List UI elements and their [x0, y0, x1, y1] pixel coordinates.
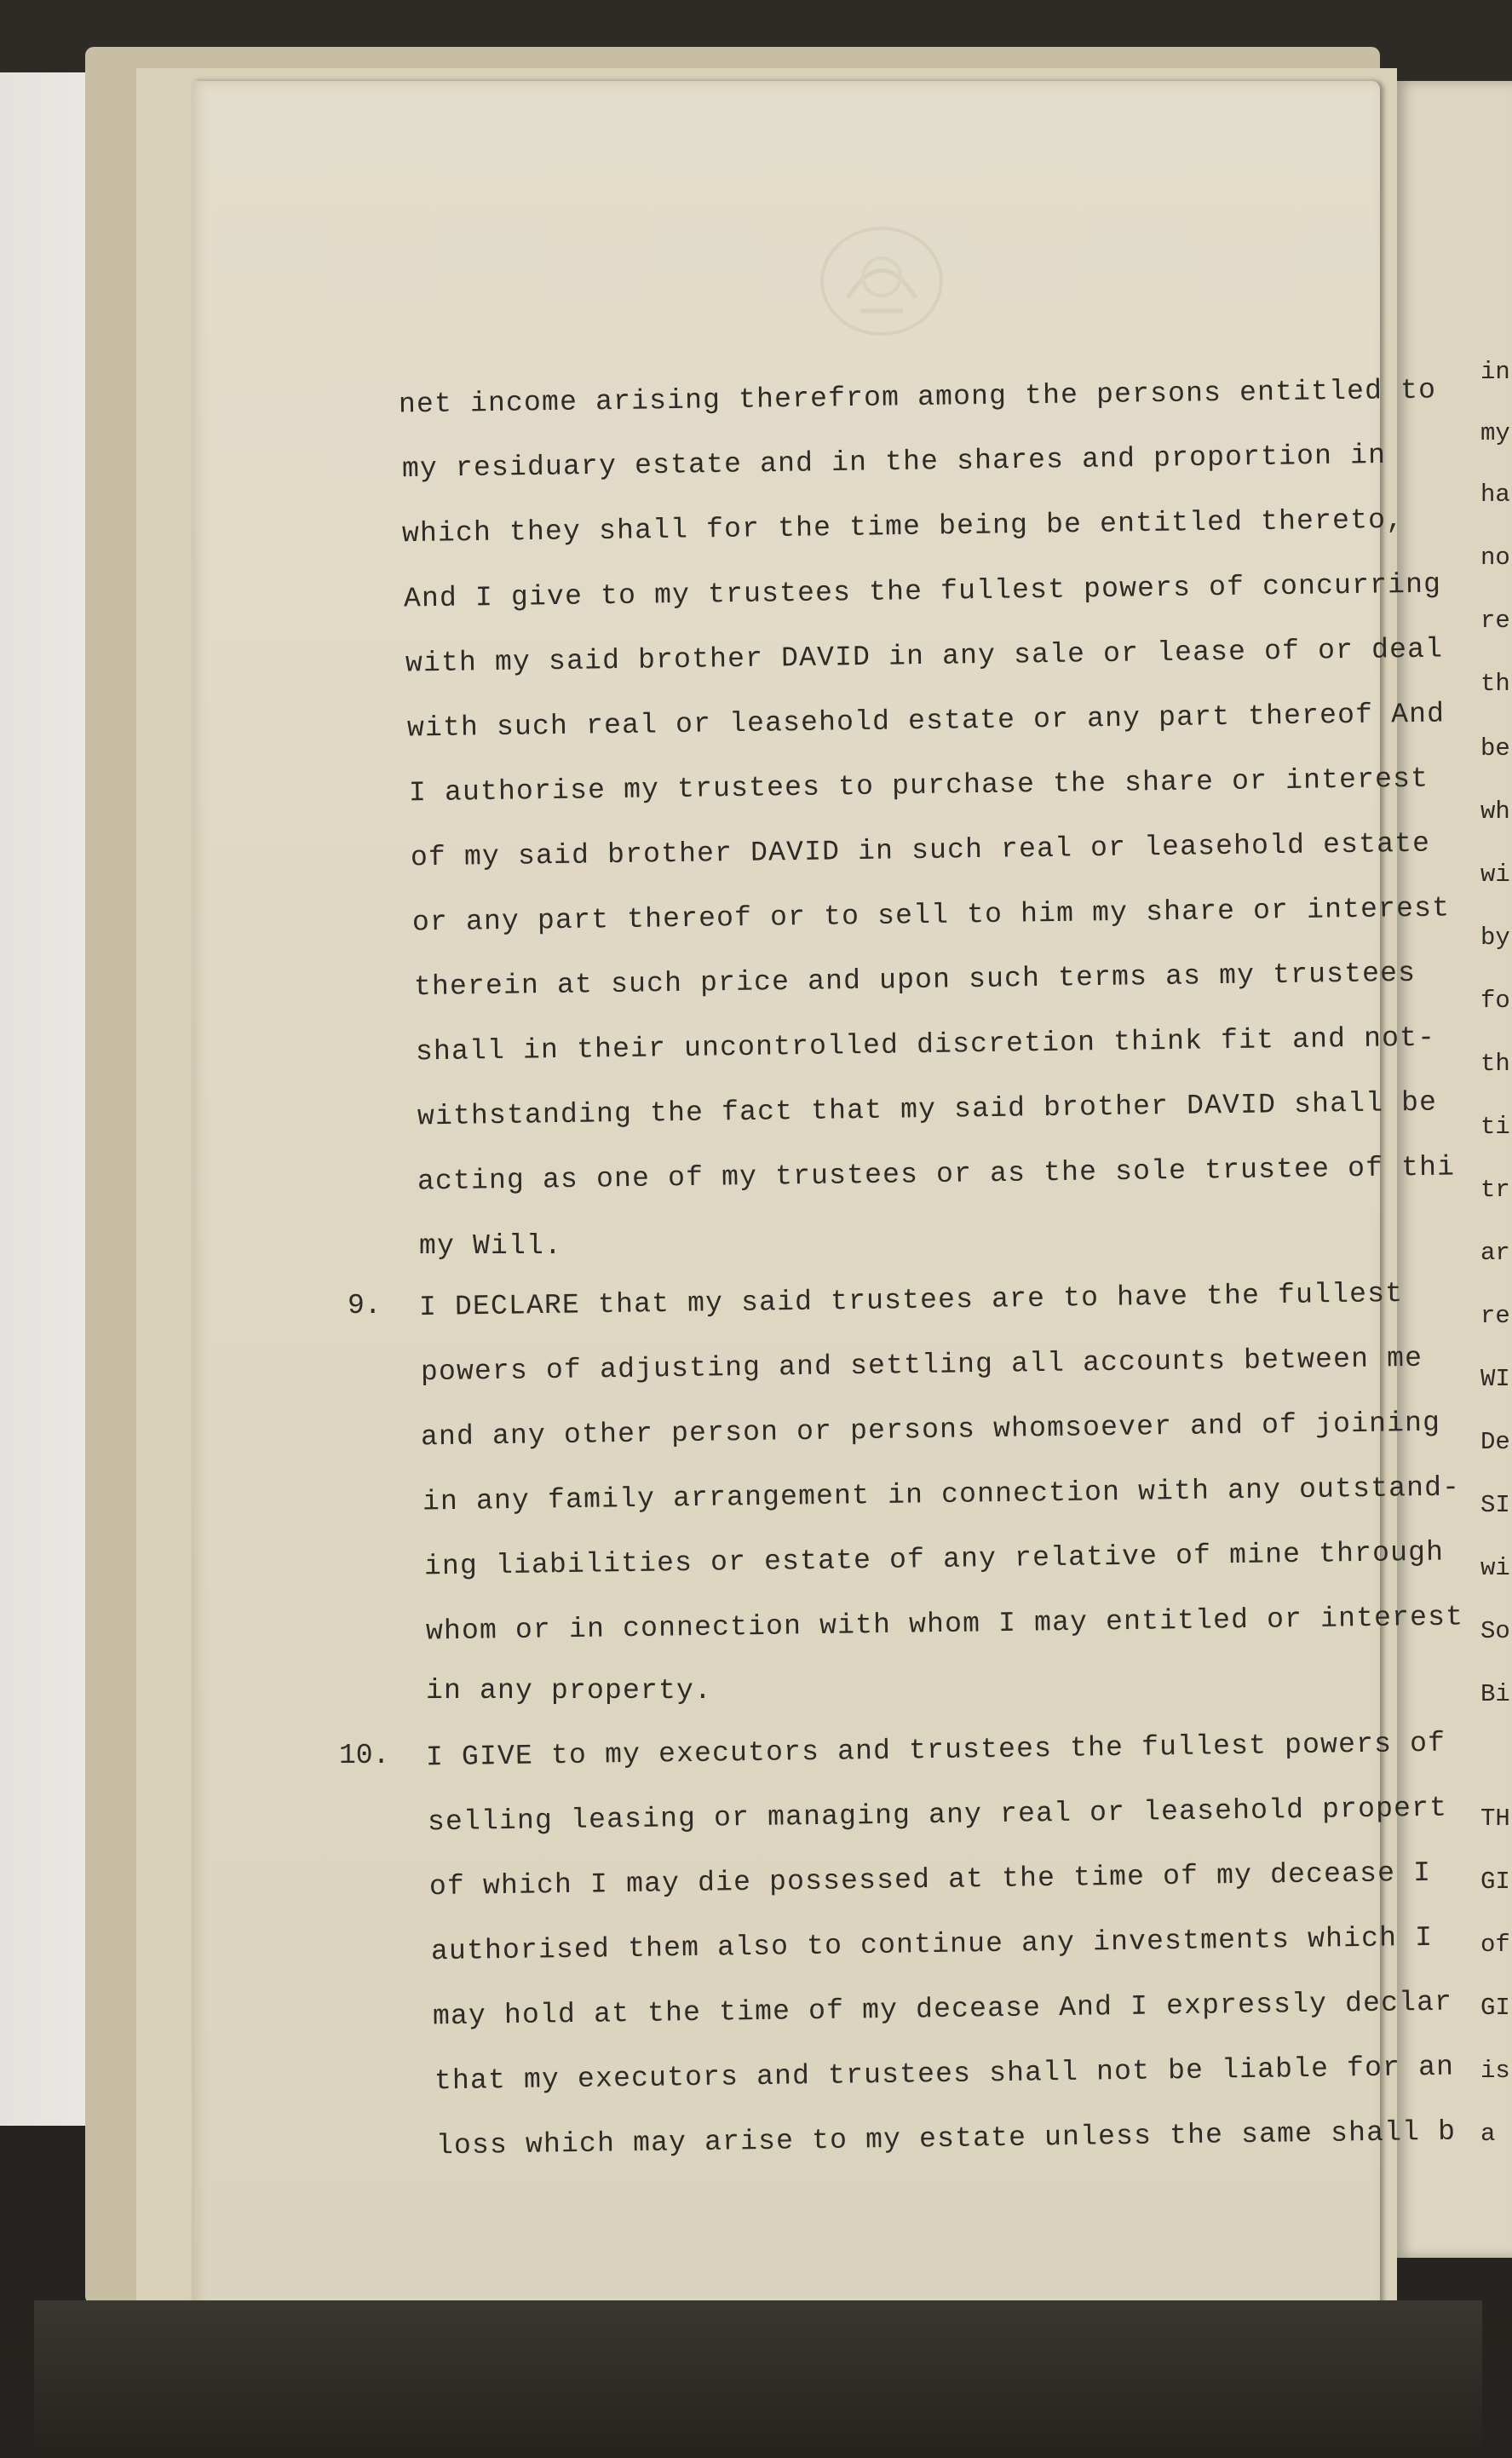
facing-text-fragment: re [1480, 1302, 1510, 1330]
text-line: selling leasing or managing any real or leasehold propert [427, 1792, 1448, 1839]
binder-bottom-edge [34, 2300, 1482, 2458]
text-line: powers of adjusting and settling all accounts between me [420, 1342, 1423, 1389]
facing-text-fragment: ha [1480, 481, 1510, 509]
facing-text-fragment: GI [1480, 1868, 1510, 1896]
facing-text-fragment: th [1480, 670, 1510, 698]
text-line: which they shall for the time being be entitled thereto, [401, 504, 1405, 550]
text-line: And I give to my trustees the fullest powers of concurring [403, 568, 1442, 615]
facing-text-fragment: ar [1480, 1239, 1510, 1267]
facing-text-fragment: Bi [1480, 1680, 1510, 1708]
facing-text-fragment: TH [1480, 1805, 1510, 1833]
text-line: of my said brother DAVID in such real or leasehold estate [410, 827, 1431, 874]
text-line: acting as one of my trustees or as the sole trustee of thi [417, 1151, 1456, 1198]
text-line: or any part thereof or to sell to him my share or interest [411, 892, 1451, 939]
text-line: withstanding the fact that my said brother DAVID shall be [417, 1086, 1438, 1133]
facing-text-fragment: De [1480, 1428, 1510, 1456]
facing-text-fragment: SI [1480, 1491, 1510, 1519]
facing-text-fragment: no [1480, 544, 1510, 572]
text-line: authorised them also to continue any investments which I [430, 1921, 1434, 1968]
text-line: loss which may arise to my estate unless the same shall b [435, 2115, 1457, 2162]
document-page [192, 81, 1380, 2313]
text-line: shall in their uncontrolled discretion think fit and not- [415, 1022, 1436, 1068]
text-line: I GIVE to my executors and trustees the fullest powers of [425, 1727, 1446, 1774]
facing-text-fragment: by [1480, 924, 1510, 952]
text-line: with such real or leasehold estate or any part thereof And [406, 698, 1446, 745]
text-line: my residuary estate and in the shares and proportion in [401, 439, 1387, 486]
text-line: and any other person or persons whomsoever and of joining [420, 1407, 1441, 1454]
text-line: I authorise my trustees to purchase the share or interest [408, 763, 1429, 809]
facing-text-fragment: be [1480, 734, 1510, 763]
facing-text-fragment: is [1480, 2057, 1510, 2085]
facing-text-fragment: re [1480, 607, 1510, 635]
facing-text-fragment: wi [1480, 861, 1510, 889]
facing-text-fragment: my [1480, 419, 1510, 447]
text-line: of which I may die possessed at the time of my decease I [428, 1856, 1432, 1903]
facing-text-fragment: WI [1480, 1365, 1510, 1393]
text-line: I DECLARE that my said trustees are to have the fullest [418, 1277, 1404, 1324]
facing-text-fragment: ti [1480, 1113, 1510, 1141]
facing-text-fragment: of [1480, 1931, 1510, 1959]
text-line: may hold at the time of my decease And I expressly declar [432, 1986, 1453, 2033]
facing-text-fragment: tr [1480, 1176, 1510, 1204]
text-line: that my executors and trustees shall not be liable for an [434, 2051, 1455, 2098]
text-line: whom or in connection with whom I may entitled or interest [425, 1601, 1464, 1648]
facing-text-fragment: wi [1480, 1554, 1510, 1582]
facing-text-fragment: a [1480, 2120, 1496, 2148]
text-line: ing liabilities or estate of any relative of mine through [423, 1536, 1445, 1583]
text-line: therein at such price and upon such terms as my trustees [413, 957, 1417, 1004]
text-line: with my said brother DAVID in any sale or lease of or deal [405, 633, 1444, 680]
text-line: in any family arrangement in connection with any outstand- [422, 1471, 1461, 1518]
embossed-seal [809, 217, 954, 345]
clause-number: 9. [348, 1290, 382, 1321]
text-line: net income arising therefrom among the persons entitled to [398, 374, 1437, 421]
facing-text-fragment: wh [1480, 797, 1510, 826]
text-line: my Will. [419, 1230, 563, 1262]
facing-text-fragment: fo [1480, 987, 1510, 1015]
facing-text-fragment: So [1480, 1617, 1510, 1645]
clause-number: 10. [339, 1740, 390, 1771]
facing-text-fragment: in [1480, 358, 1510, 386]
facing-text-fragment: GI [1480, 1994, 1510, 2022]
facing-text-fragment: th [1480, 1050, 1510, 1078]
text-line: in any property. [426, 1675, 713, 1707]
